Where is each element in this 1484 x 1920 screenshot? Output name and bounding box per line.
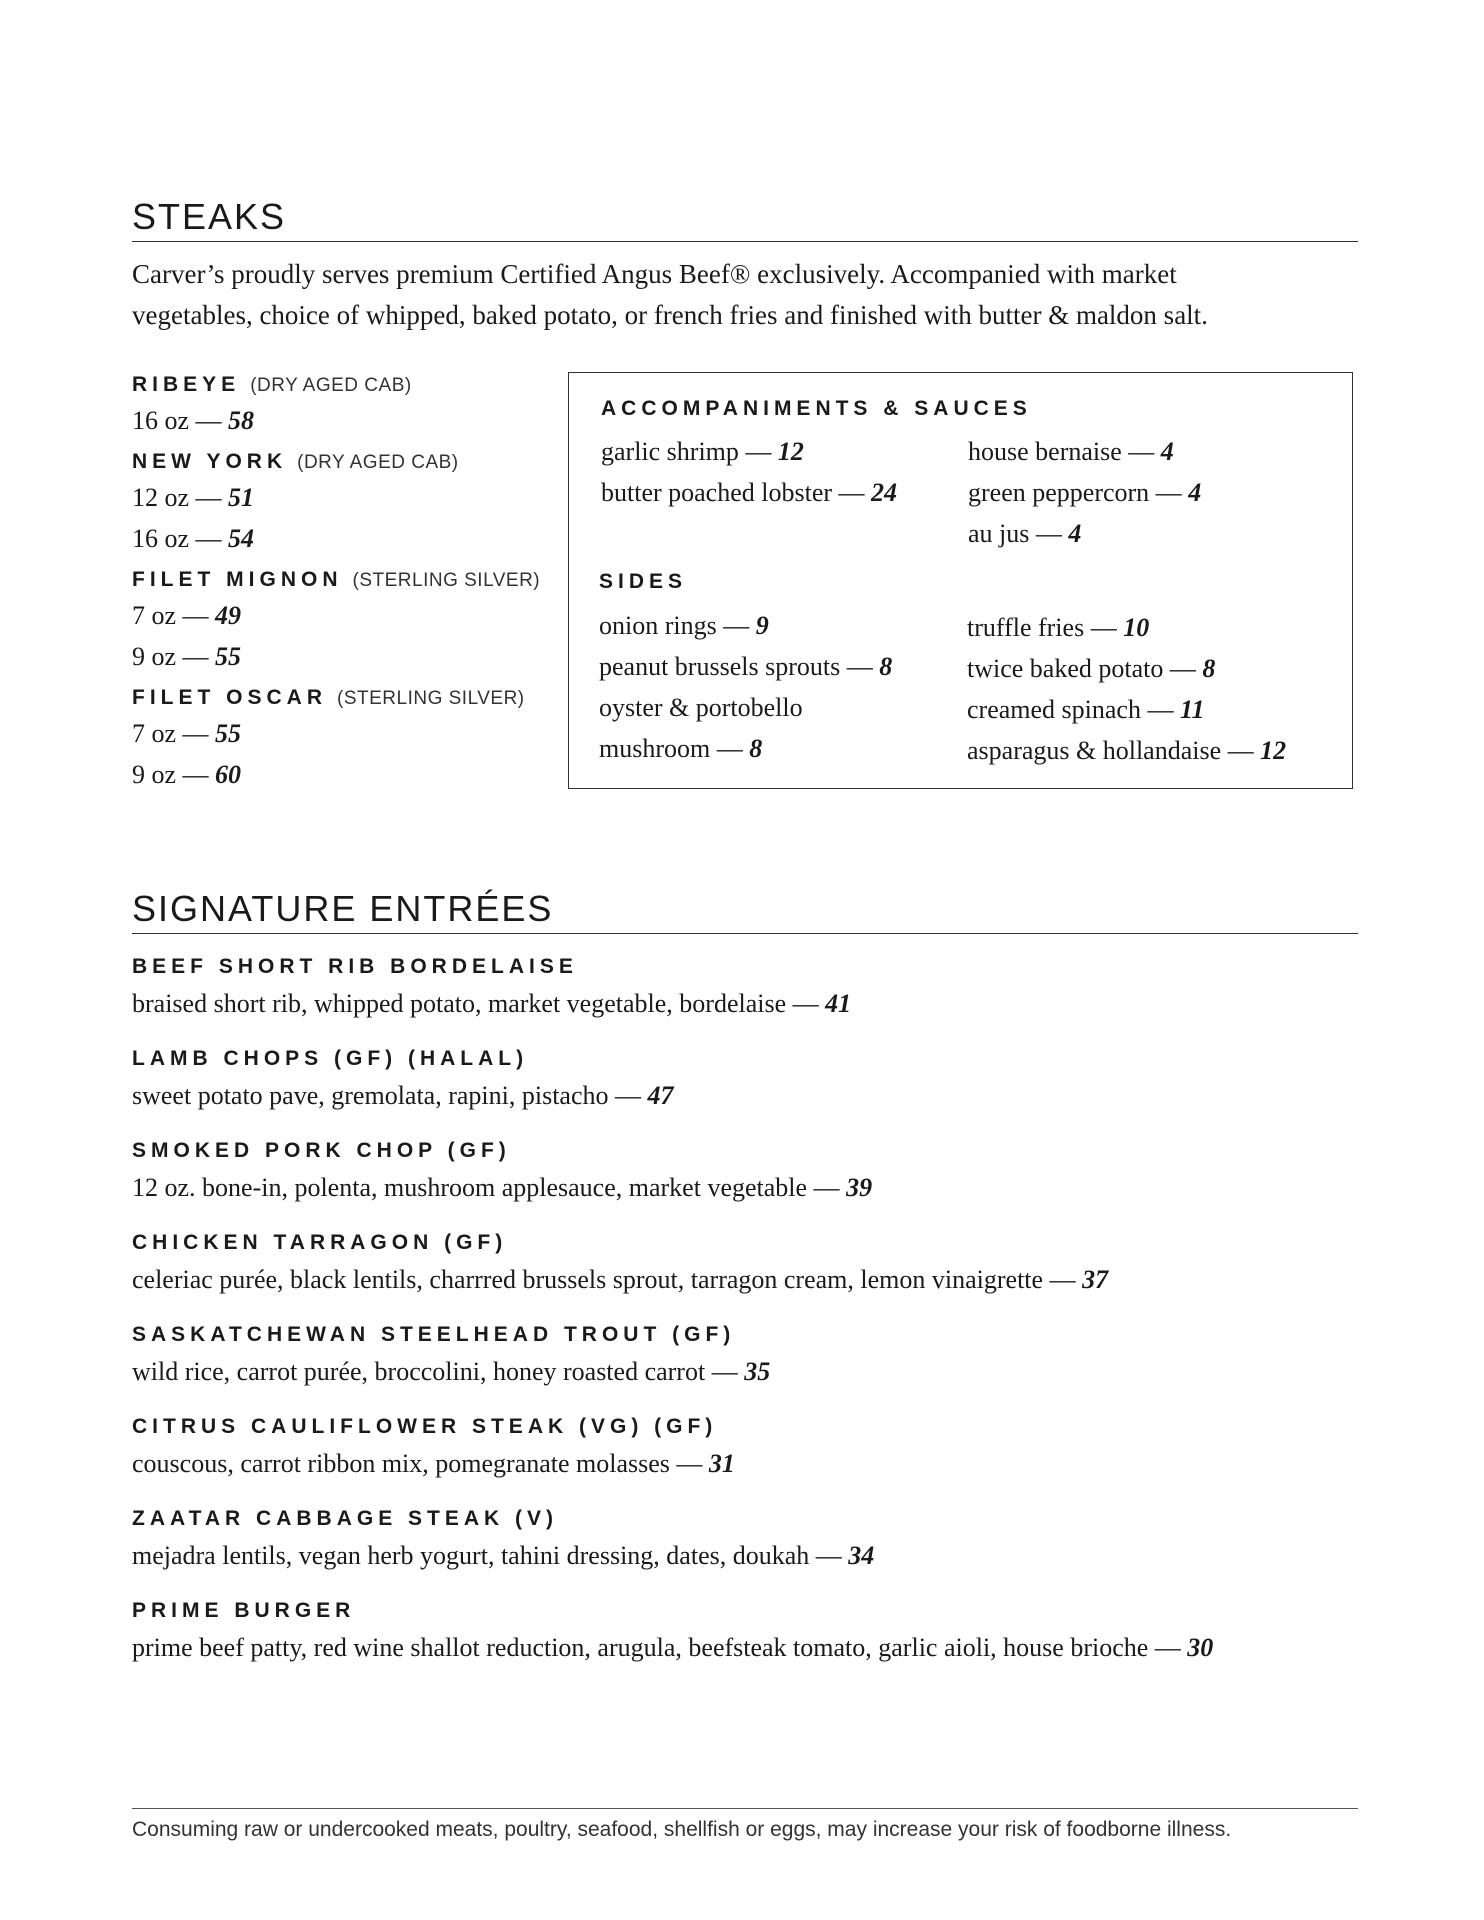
entrees-title: SIGNATURE ENTRÉES — [132, 888, 554, 929]
accompaniments-title: ACCOMPANIMENTS & SAUCES — [601, 397, 1032, 420]
steak-size-row: 7 oz — 55 — [132, 719, 242, 748]
steak-note: (DRY AGED CAB) — [250, 375, 412, 396]
steak-name: FILET OSCAR — [132, 686, 327, 709]
accompaniments-left-column — [601, 431, 897, 513]
side-item: oyster & portobello — [599, 693, 803, 722]
entree-item — [132, 1320, 1372, 1394]
entree-description: braised short rib, whipped potato, market vegetable, bordelaise — 41 — [132, 989, 852, 1018]
side-item: truffle fries — 10 — [967, 613, 1150, 642]
steak-name: FILET MIGNON — [132, 568, 343, 591]
entree-name: LAMB CHOPS (GF) (HALAL) — [132, 1047, 529, 1070]
entree-description: sweet potato pave, gremolata, rapini, pistacho — 47 — [132, 1081, 674, 1110]
side-item: peanut brussels sprouts — 8 — [599, 652, 893, 681]
steaks-title: STEAKS — [132, 196, 287, 237]
entree-item — [132, 1504, 1372, 1578]
entree-description: couscous, carrot ribbon mix, pomegranate molasses — 31 — [132, 1449, 735, 1478]
entree-item — [132, 1228, 1372, 1302]
entree-name: SMOKED PORK CHOP (GF) — [132, 1139, 511, 1162]
price: 55 — [215, 642, 242, 671]
steaks-intro — [132, 254, 1372, 336]
footer-disclaimer: Consuming raw or undercooked meats, poultry, seafood, shellfish or eggs, may increase your risk of foodborne illness. — [132, 1818, 1232, 1841]
side-item: onion rings — 9 — [599, 611, 769, 640]
entree-list — [132, 952, 1372, 1688]
accompaniment-item: butter poached lobster — 24 — [601, 478, 898, 507]
entree-description: 12 oz. bone-in, polenta, mushroom applesauce, market vegetable — 39 — [132, 1173, 873, 1202]
steak-item-ribeye — [132, 370, 552, 441]
price: 58 — [228, 406, 255, 435]
sides-title: SIDES — [599, 570, 688, 593]
price: 55 — [215, 719, 242, 748]
footer-divider — [132, 1808, 1358, 1809]
sauce-item: au jus — 4 — [968, 519, 1082, 548]
entree-name: ZAATAR CABBAGE STEAK (V) — [132, 1507, 559, 1530]
entree-item — [132, 952, 1372, 1026]
entree-item — [132, 1044, 1372, 1118]
accompaniments-right-column — [968, 431, 1201, 554]
entree-name: SASKATCHEWAN STEELHEAD TROUT (GF) — [132, 1323, 736, 1346]
steak-size-row: 16 oz — 54 — [132, 524, 255, 553]
sauce-item: green peppercorn — 4 — [968, 478, 1202, 507]
entree-name: BEEF SHORT RIB BORDELAISE — [132, 955, 578, 978]
accompaniment-item: garlic shrimp — 12 — [601, 437, 804, 466]
steak-note: (STERLING SILVER) — [352, 570, 541, 591]
side-item: mushroom — 8 — [599, 734, 763, 763]
entree-description: wild rice, carrot purée, broccolini, honey roasted carrot — 35 — [132, 1357, 771, 1386]
steak-size-row: 7 oz — 49 — [132, 601, 242, 630]
entree-name: CHICKEN TARRAGON (GF) — [132, 1231, 508, 1254]
entree-name: PRIME BURGER — [132, 1599, 356, 1622]
steak-size-row: 9 oz — 55 — [132, 642, 242, 671]
entree-description: prime beef patty, red wine shallot reduction, arugula, beefsteak tomato, garlic aioli, house brioche — 30 — [132, 1633, 1214, 1662]
entree-item — [132, 1412, 1372, 1486]
price: 60 — [215, 760, 242, 789]
accompaniments-box — [568, 372, 1353, 789]
side-item: asparagus & hollandaise — 12 — [967, 736, 1287, 765]
entree-name: CITRUS CAULIFLOWER STEAK (VG) (GF) — [132, 1415, 718, 1438]
price: 54 — [228, 524, 255, 553]
steak-item-filet-oscar — [132, 683, 552, 795]
entree-description: mejadra lentils, vegan herb yogurt, tahini dressing, dates, doukah — 34 — [132, 1541, 875, 1570]
entree-item — [132, 1596, 1372, 1670]
entrees-divider — [132, 933, 1358, 934]
steaks-intro-line-2: vegetables, choice of whipped, baked potato, or french fries and finished with butter & maldon salt. — [132, 300, 1208, 330]
side-item: creamed spinach — 11 — [967, 695, 1205, 724]
steak-item-filet-mignon — [132, 565, 552, 677]
steaks-intro-line-1: Carver’s proudly serves premium Certified Angus Beef® exclusively. Accompanied with market — [132, 259, 1177, 289]
steaks-divider — [132, 241, 1358, 242]
sauce-item: house bernaise — 4 — [968, 437, 1174, 466]
entree-description: celeriac purée, black lentils, charrred brussels sprout, tarragon cream, lemon vinaigrette — 37 — [132, 1265, 1109, 1294]
sides-right-column — [967, 607, 1286, 771]
steak-size-row: 16 oz — 58 — [132, 406, 255, 435]
sides-left-column — [599, 605, 892, 769]
side-item: twice baked potato — 8 — [967, 654, 1216, 683]
steak-name: NEW YORK — [132, 450, 288, 473]
price: 51 — [228, 483, 255, 512]
steak-size-row: 9 oz — 60 — [132, 760, 242, 789]
steak-item-new-york — [132, 447, 552, 559]
steak-list — [132, 370, 552, 801]
price: 49 — [215, 601, 242, 630]
entree-item — [132, 1136, 1372, 1210]
steak-note: (STERLING SILVER) — [337, 688, 525, 709]
steak-note: (DRY AGED CAB) — [297, 452, 459, 473]
steak-name: RIBEYE — [132, 373, 241, 396]
steak-size-row: 12 oz — 51 — [132, 483, 255, 512]
